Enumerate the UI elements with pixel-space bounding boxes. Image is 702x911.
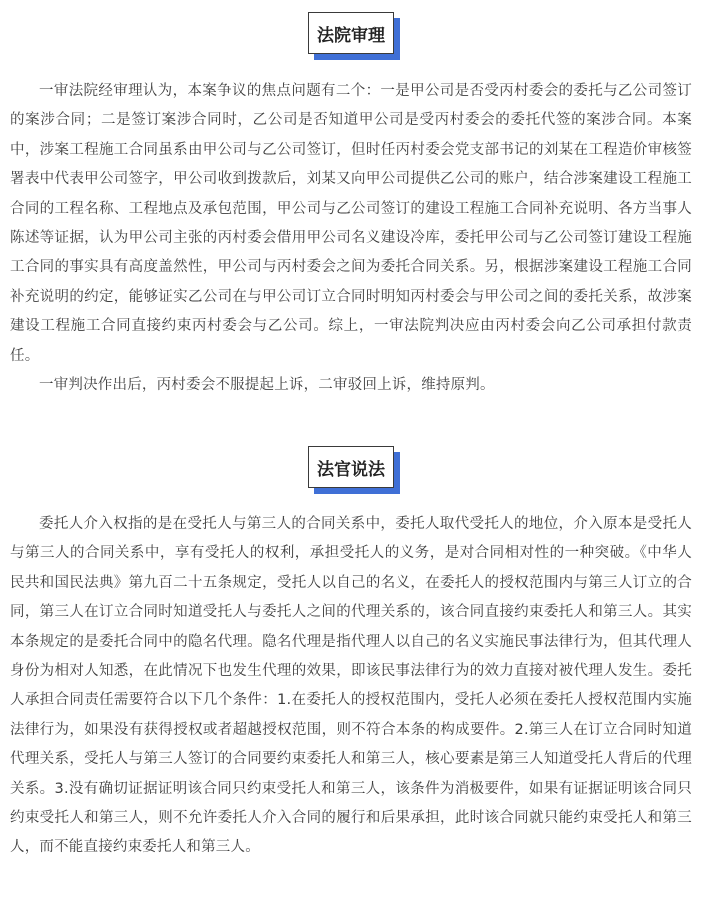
section-heading-judge-commentary	[0, 446, 702, 496]
judge-commentary-article	[10, 510, 692, 863]
paragraph: 委托人介入权指的是在受托人与第三人的合同关系中，委托人取代受托人的地位，介入原本是受托人与第三人的合同关系中，享有受托人的权利，承担受托人的义务，是对合同相对性的一种突破。《中华人民共和国民法典》第九百二十五条规定，受托人以自己的名义，在委托人的授权范围内与第三人订立的合同，第三人在订立合同时知道受托人与委托人之间的代理关系的，该合同直接约束委托人和第三人。其实本条规定的是委托合同中的隐名代理。隐名代理是指代理人以自己的名义实施民事法律行为，但其代理人身份为相对人知悉，在此情况下也发生代理的效果，即该民事法律行为的效力直接对被代理人发生。委托人承担合同责任需要符合以下几个条件：1.在委托人的授权范围内，受托人必须在委托人授权范围内实施法律行为，如果没有获得授权或者超越授权范围，则不符合本条的构成要件。2.第三人在订立合同时知道代理关系，受托人与第三人签订的合同要约束委托人和第三人，核心要素是第三人知道受托人背后的代理关系。3.没有确切证据证明该合同只约束受托人和第三人，该条件为消极要件，如果有证据证明该合同只约束受托人和第三人，则不允许委托人介入合同的履行和后果承担，此时该合同就只能约束受托人和第三人，而不能直接约束委托人和第三人。	[10, 516, 692, 856]
paragraph: 一审判决作出后，丙村委会不服提起上诉，二审驳回上诉，维持原判。	[39, 377, 495, 394]
court-trial-article	[10, 77, 692, 400]
section-title: 法院审理	[308, 12, 394, 54]
heading-badge	[308, 12, 394, 54]
section-title: 法官说法	[308, 446, 394, 488]
section-heading-court-trial	[0, 12, 702, 62]
paragraph: 一审法院经审理认为，本案争议的焦点问题有二个：一是甲公司是否受丙村委会的委托与乙公司签订的案涉合同；二是签订案涉合同时，乙公司是否知道甲公司是受丙村委会的委托代签的案涉合同。本案中，涉案工程施工合同虽系由甲公司与乙公司签订，但时任丙村委会党支部书记的刘某在工程造价审核签署表中代表甲公司签字，甲公司收到拨款后，刘某又向甲公司提供乙公司的账户，结合涉案建设工程施工合同的工程名称、工程地点及承包范围，甲公司与乙公司签订的建设工程施工合同补充说明、各方当事人陈述等证据，认为甲公司主张的丙村委会借用甲公司名义建设冷库，委托甲公司与乙公司签订建设工程施工合同的事实具有高度盖然性，甲公司与丙村委会之间为委托合同关系。另，根据涉案建设工程施工合同补充说明的约定，能够证实乙公司在与甲公司订立合同时明知丙村委会与甲公司之间的委托关系，故涉案建设工程施工合同直接约束丙村委会与乙公司。综上，一审法院判决应由丙村委会向乙公司承担付款责任。	[10, 83, 692, 364]
heading-badge	[308, 446, 394, 488]
